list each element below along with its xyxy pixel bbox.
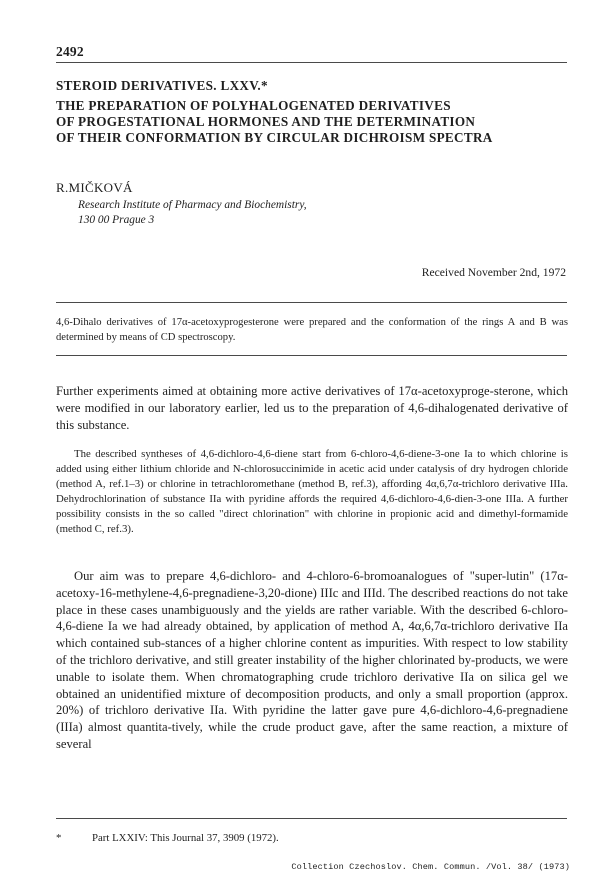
footnote-rule	[56, 818, 567, 819]
series-title: STEROID DERIVATIVES. LXXV.*	[56, 78, 268, 93]
affiliation	[78, 198, 307, 228]
affiliation-line: Research Institute of Pharmacy and Biochemistry,	[78, 199, 307, 211]
article-title-block	[56, 78, 576, 146]
title-line: THE PREPARATION OF POLYHALOGENATED DERIVATIVES	[56, 98, 451, 113]
abstract: 4,6-Dihalo derivatives of 17α-acetoxyprogesterone were prepared and the conformation of the rings A and B was determined by means of CD spectroscopy.	[56, 317, 568, 343]
title-line: OF PROGESTATIONAL HORMONES AND THE DETERMINATION	[56, 114, 476, 129]
body-paragraph-1: Further experiments aimed at obtaining more active derivatives of 17α-acetoxyproge-sterone, which were modified in our laboratory earlier, led us to the preparation of 4,6-dihalogenated derivative of this substance.	[56, 384, 568, 432]
footnote-text: Part LXXIV: This Journal 37, 3909 (1972).	[92, 832, 279, 844]
footnote-marker: *	[56, 832, 62, 844]
author-name: R.MIČKOVÁ	[56, 180, 133, 195]
received-date: Received November 2nd, 1972	[421, 266, 566, 279]
body-paragraph-2: The described syntheses of 4,6-dichloro-4,6-diene start from 6-chloro-4,6-diene-3-one Ia to which chlorine is added using either lithium chloride and N-chlorosuccinimide in acetic acid under catalysis of dry hydrogen chloride (method A, ref.1–3) or chlorine in tetrachloromethane (method B, ref.3), affording 4α,6,7α-trichloro derivative IIIa. Dehydrochlorination of substance IIa with pyridine affords the required 4,6-dichloro-4,6-dien-3-one IIIa. A further possibility consists in the so called "direct chlorination" with chlorine in propionic acid and dimethyl-formamide (method C, ref.3).	[56, 448, 568, 535]
abstract-bottom-rule	[56, 355, 567, 356]
title-line: OF THEIR CONFORMATION BY CIRCULAR DICHROISM SPECTRA	[56, 130, 493, 145]
body-paragraph-3: Our aim was to prepare 4,6-dichloro- and 4-chloro-6-bromoanalogues of "super-lutin" (17α-acetoxy-16-methylene-4,6-pregnadiene-3,20-dione) IIIc and IIId. The described reactions do not take place in these cases unambiguously and the yields are rather variable. With the described 6-chloro-4,6-diene Ia we had already obtained, by application of method A, 4α,6,7α-trichloro derivative IIa which contained sub-stances of a higher chlorine content as impurities. With respect to low stability of the trichloro derivative, and still greater instability of the higher chlorinated by-products, we were unable to isolate them. When chromatographing crude trichloro derivative IIa on silica gel we obtained an unidentified mixture of decomposition products, and only a small proportion (approx. 20%) of trichloro derivative IIa. With pyridine the latter gave pure 4,6-dichloro-4,6-pregnadiene (IIIa) almost quantita-tively, while the crude product gave, after the same reaction, a mixture of several	[56, 569, 568, 751]
affiliation-line: 130 00 Prague 3	[78, 214, 155, 226]
header-rule	[56, 62, 567, 63]
footnote	[56, 832, 279, 844]
abstract-top-rule	[56, 302, 567, 303]
page-number: 2492	[56, 44, 84, 59]
journal-footer: Collection Czechoslov. Chem. Commun. /Vol. 38/ (1973)	[291, 862, 570, 872]
